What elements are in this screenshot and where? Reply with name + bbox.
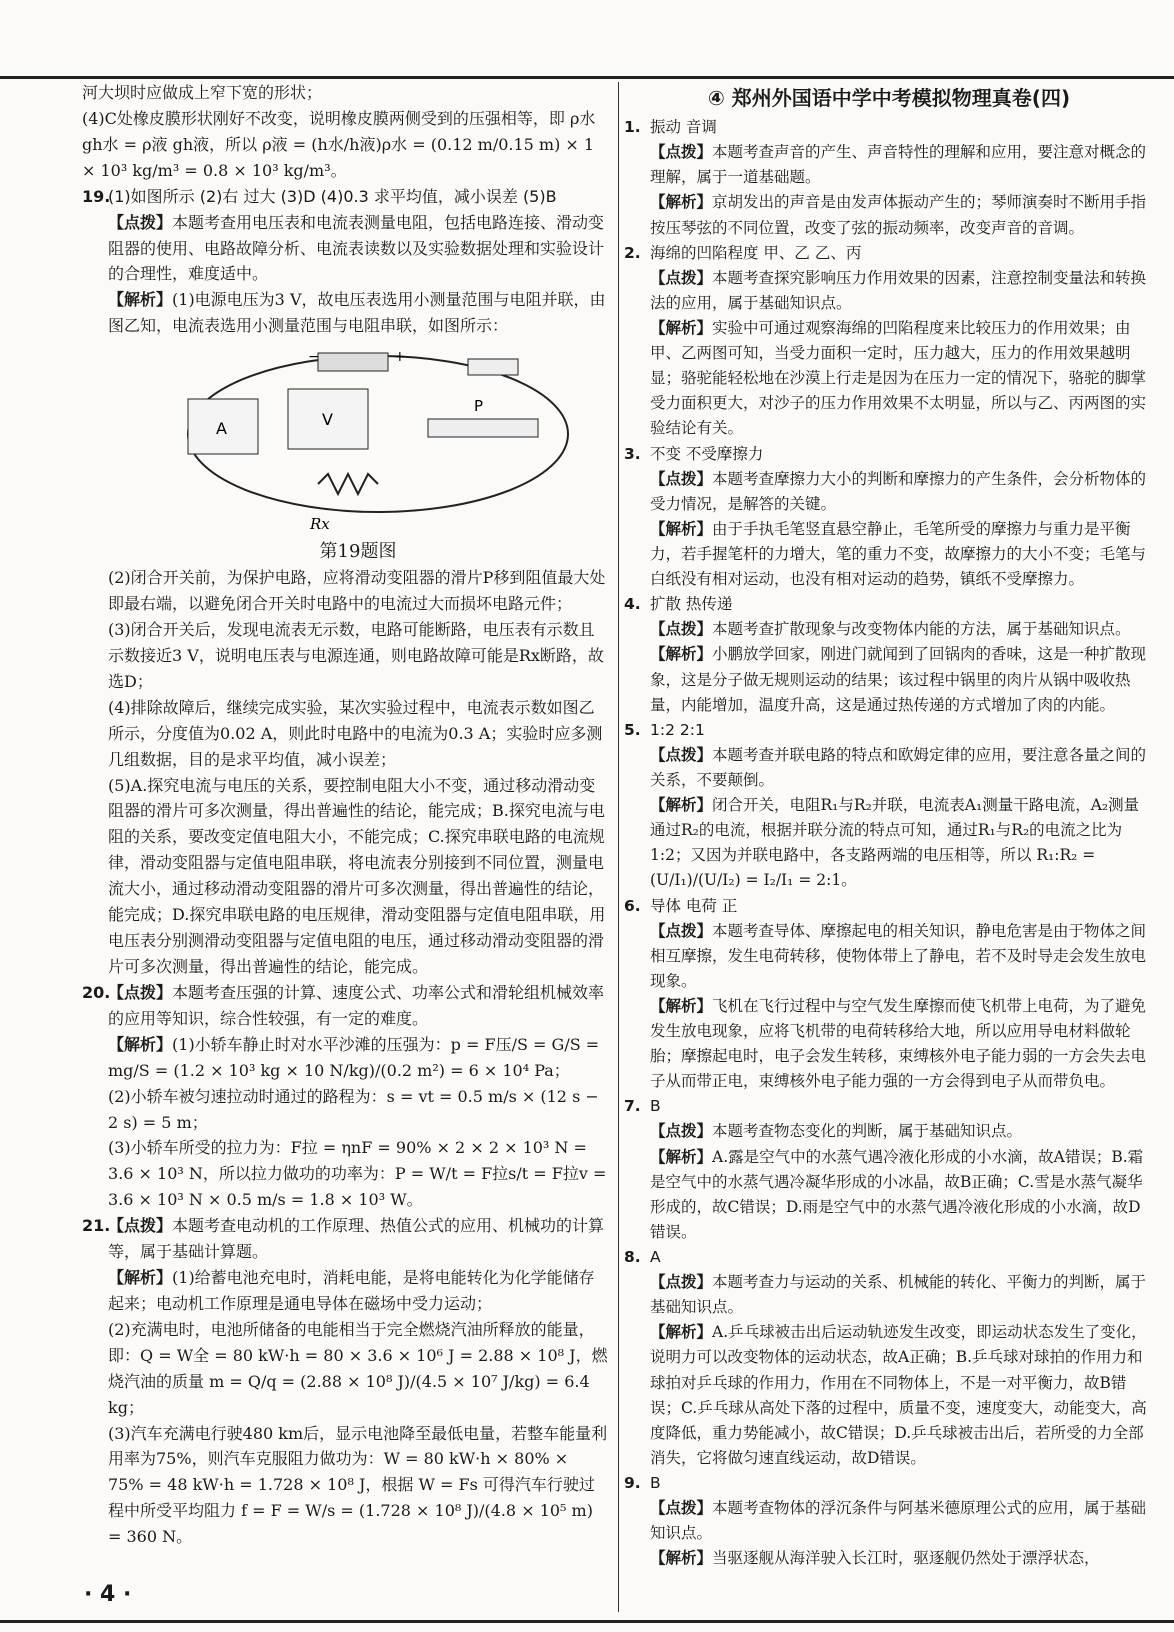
answer-text: 不变 不受摩擦力 [650,444,764,463]
tip-text: 本题考查探究影响压力作用效果的因素，注意控制变量法和转换法的应用，属于基础知识点。 [650,268,1147,312]
resistor-label: Rx [310,515,330,534]
answer-text: 振动 音调 [650,118,717,137]
continued-text-2: (4)C处橡皮膜形状刚好不改变，说明橡皮膜两侧受到的压强相等，即 ρ水 gh水 = ρ液 gh液，所以 ρ液 = (h水/h液)ρ水 = (0.12 m/0.15 m) × 1 × 10³ kg/m³ = 0.8 × 10³ kg/m³。 [82,108,596,180]
answer-item [624,592,1154,718]
tip-label: 【点拨】 [650,469,713,488]
tip-label: 【点拨】 [108,982,173,1002]
tip-label: 【点拨】 [650,1499,713,1518]
tip-text: 本题考查声音的产生、声音特性的理解和应用，要注意对概念的理解，属于一道基础题。 [650,143,1147,187]
voltmeter-label: V [322,410,333,430]
analysis-part-5: (5)A.探究电流与电压的关系，要控制电阻大小不变，通过移动滑动变阻器的滑片可多次测量，得出普遍性的结论，能完成；B.探究电流与电阻的关系，要改变定值电阻大小，不能完成；C.探究串联电路的电流规律，滑动变阻器与定值电阻串联，将电流表分别接到不同位置，测量电流大小，通过移动滑动变阻器的滑片可多次测量，得出普遍性的结论，能完成；D.探究串联电路的电压规律，滑动变阻器与定值电阻串联，用电压表分别测滑动变阻器与定值电阻的电压，通过移动滑动变阻器的滑片可多次测量，得出普遍性的结论，能完成。 [108,775,606,976]
question-number: 21. [82,1216,111,1236]
tip-label: 【点拨】 [650,1122,713,1141]
analysis-text: A.露是空气中的水蒸气遇冷液化形成的小水滴，故A错误；B.霜是空气中的水蒸气遇冷凝华形成的小冰晶，故B正确；C.雪是水蒸气凝华形成的，故C错误；D.雨是空气中的水蒸气遇冷液化形成的小水滴，故D错误。 [650,1147,1144,1241]
tip-label: 【点拨】 [650,620,713,639]
analysis-label: 【解析】 [108,290,173,310]
tip-label: 【点拨】 [650,745,713,764]
tip-text: 本题考查物体的浮沉条件与阿基米德原理公式的应用，属于基础知识点。 [650,1499,1147,1543]
analysis-label: 【解析】 [650,996,713,1015]
analysis-part-2: (2)充满电时，电池所储备的电能相当于完全燃烧汽油所释放的能量，即：Q = W全 = 80 kW·h = 80 × 3.6 × 10⁶ J = 2.88 × 10⁸ J，燃烧汽油的质量 m = Q/q = (2.88 × 10⁸ J)/(4.5 × 10⁷ J/kg) = 6.4 kg； [108,1319,608,1417]
top-rule [0,76,1174,79]
question-number: 8. [624,1248,641,1267]
question-number: 6. [624,896,641,915]
analysis-text: 京胡发出的声音是由发声体振动产生的；琴师演奏时不断用手指按压琴弦的不同位置，改变了弦的振动频率，改变声音的音调。 [650,193,1147,237]
answer-text: (1)如图所示 (2)右 过大 (3)D (4)0.3 求平均值，减小误差 (5)B [108,186,557,206]
tip-text: 本题考查物态变化的判断，属于基础知识点。 [712,1122,1023,1141]
answer-list [624,115,1154,1571]
analysis-part-2: (2)闭合开关前，为保护电路，应将滑动变阻器的滑片P移到阻值最大处即最右端，以避免闭合开关时电路中的电流过大而损坏电路元件； [108,568,606,614]
tip-label: 【点拨】 [650,268,713,287]
tip-text: 本题考查压强的计算、速度公式、功率公式和滑轮组机械效率的应用等知识，综合性较强，有一定的难度。 [108,982,605,1028]
analysis-text: (1)电源电压为3 V，故电压表选用小测量范围与电阻并联，由图乙知，电流表选用小测量范围与电阻串联，如图所示： [108,290,606,336]
analysis-label: 【解析】 [650,1323,713,1342]
bottom-rule [0,1620,1174,1623]
analysis-label: 【解析】 [108,1034,173,1054]
exam-title: ④ 郑州外国语中学中考模拟物理真卷(四) [707,86,1071,110]
answer-item [624,1245,1154,1471]
tip-text: 本题考查并联电路的特点和欧姆定律的应用，要注意各量之间的关系，不要颠倒。 [650,745,1147,789]
answer-item [624,115,1154,241]
analysis-label: 【解析】 [650,796,713,815]
tip-label: 【点拨】 [108,212,173,232]
analysis-text: (1)给蓄电池充电时，消耗电能，是将电能转化为化学能储存起来；电动机工作原理是通电导体在磁场中受力运动； [108,1268,595,1313]
analysis-text: 小鹏放学回家，刚进门就闻到了回锅肉的香味，这是一种扩散现象，这是分子做无规则运动的结果；该过程中锅里的肉片从锅中吸收热量，内能增加，温度升高，这是通过热传递的方式增加了肉的内能。 [650,645,1147,714]
analysis-text: (1)小轿车静止时对水平沙滩的压强为：p = F压/S = G/S = mg/S = (1.2 × 10³ kg × 10 N/kg)/(0.2 m²) = 6 × 10⁴ Pa； [108,1034,600,1080]
minus-sign: − [308,349,320,366]
analysis-part-2: (2)小轿车被匀速拉动时通过的路程为：s = vt = 0.5 m/s × (12 s − 2 s) = 5 m； [108,1086,599,1132]
question-number: 3. [624,444,641,463]
answer-text: B [650,1474,661,1493]
tip-label: 【点拨】 [650,1273,713,1292]
tip-label: 【点拨】 [650,921,713,940]
rheostat-icon [428,419,538,437]
analysis-text: 飞机在飞行过程中与空气发生摩擦而使飞机带上电荷，为了避免发生放电现象，应将飞机带的电荷转移给大地，所以应用导电材料做轮胎；摩擦起电时，电子会发生转移，束缚核外电子能力弱的一方会失去电子从而带正电，束缚核外电子能力强的一方会得到电子从而带负电。 [650,996,1147,1091]
tip-text: 本题考查导体、摩擦起电的相关知识，静电危害是由于物体之间相互摩擦，发生电荷转移，使物体带上了静电，若不及时导走会发生放电现象。 [650,921,1147,990]
answer-item [624,718,1154,894]
answer-text: 扩散 热传递 [650,595,733,614]
figure-caption: 第19题图 [319,541,397,563]
question-number: 2. [624,243,641,262]
question-number: 1. [624,118,641,137]
switch-icon [468,359,518,375]
answer-text: B [650,1097,661,1116]
question-number: 7. [624,1097,641,1116]
analysis-part-4: (4)排除故障后，继续完成实验，某次实验过程中，电流表示数如图乙所示，分度值为0.02 A，则此时电路中的电流为0.3 A；实验时应多测几组数据，目的是求平均值，减小误差； [108,697,603,769]
question-number: 19. [82,186,111,206]
circuit-figure [108,339,608,539]
analysis-part-3: (3)小轿车所受的拉力为：F拉 = ηnF = 90% × 2 × 2 × 10³ N = 3.6 × 10³ N，所以拉力做功的功率为：P = W/t = F拉s/t = F拉v = 3.6 × 10³ N × 0.5 m/s = 1.8 × 10³ W。 [108,1138,607,1210]
question-21 [82,1213,608,1550]
answer-item [624,442,1154,593]
analysis-label: 【解析】 [650,193,713,212]
answer-item [624,1094,1154,1245]
slider-label: P [474,397,484,416]
page-number: · 4 · [84,1582,132,1607]
analysis-label: 【解析】 [650,645,713,664]
answer-item [624,241,1154,442]
question-20 [82,980,608,1213]
analysis-part-3: (3)汽车充满电行驶480 km后，显示电池降至最低电量，若整车能量利用率为75%，则汽车克服阻力做功为：W = 80 kW·h × 80% × 75% = 48 kW·h = 1.728 × 10⁸ J，根据 W = Fs 可得汽车行驶过程中所受平均阻力 f = F = W/s = (1.728 × 10⁸ J)/(4.8 × 10⁵ m) = 360 N。 [108,1423,608,1547]
tip-text: 本题考查摩擦力大小的判断和摩擦力的产生条件，会分析物体的受力情况，是解答的关键。 [650,469,1147,513]
analysis-text: 闭合开关，电阻R₁与R₂并联，电流表A₁测量干路电流，A₂测量通过R₂的电流，根据并联分流的特点可知，通过R₁与R₂的电流之比为1:2；又因为并联电路中，各支路两端的电压相等，所以 R₁:R₂ = (U/I₁)/(U/I₂) = I₂/I₁ = 2:1。 [650,796,1140,890]
analysis-label: 【解析】 [650,1549,713,1568]
analysis-text: 当驱逐舰从海洋驶入长江时，驱逐舰仍然处于漂浮状态， [712,1549,1100,1568]
column-divider [618,82,619,1612]
question-number: 4. [624,595,641,614]
answer-text: 海绵的凹陷程度 甲、乙 乙、丙 [650,243,862,262]
answer-text: 1:2 2:1 [650,720,705,739]
plus-sign: + [394,349,406,366]
analysis-text: 由于手执毛笔竖直悬空静止，毛笔所受的摩擦力与重力是平衡力，若手握笔杆的力增大，笔的重力不变，故摩擦力的大小不变；毛笔与白纸没有相对运动，也没有相对运动的趋势，镇纸不受摩擦力。 [650,519,1147,589]
battery-icon [318,353,388,371]
tip-text: 本题考查用电压表和电流表测量电阻，包括电路连接、滑动变阻器的使用、电路故障分析、电流表读数以及实验数据处理和实验设计的合理性，难度适中。 [108,212,605,284]
tip-text: 本题考查电动机的工作原理、热值公式的应用、机械功的计算等，属于基础计算题。 [108,1216,605,1262]
right-column [624,80,1154,1571]
ammeter-label: A [216,419,227,439]
answer-item [624,894,1154,1095]
analysis-label: 【解析】 [650,318,713,337]
question-number: 5. [624,720,641,739]
tip-label: 【点拨】 [108,1216,173,1236]
tip-text: 本题考查力与运动的关系、机械能的转化、平衡力的判断，属于基础知识点。 [650,1273,1147,1317]
question-number: 20. [82,982,111,1002]
answer-item [624,1471,1154,1571]
tip-label: 【点拨】 [650,143,713,162]
analysis-text: A.乒乓球被击出后运动轨迹发生改变，即运动状态发生了变化，说明力可以改变物体的运动状态，故A正确；B.乒乓球对球拍的作用力和球拍对乒乓球的作用力，作用在不同物体上，不是一对平衡力，故B错误；C.乒乓球从高处下落的过程中，质量不变，速度变大，动能变大，高度降低，重力势能减小，故C错误；D.乒乓球被击出后，若所受的力全部消失，它将做匀速直线运动，故D错误。 [650,1323,1147,1467]
analysis-part-3: (3)闭合开关后，发现电流表无示数，电路可能断路，电压表有示数且示数接近3 V，说明电压表与电源连通，则电路故障可能是Rx断路，故选D； [108,619,604,691]
question-number: 9. [624,1474,641,1493]
analysis-label: 【解析】 [650,1147,713,1166]
circuit-diagram [168,339,588,539]
question-19 [82,184,608,980]
tip-text: 本题考查扩散现象与改变物体内能的方法，属于基础知识点。 [712,620,1131,639]
answer-text: 导体 电荷 正 [650,896,738,915]
analysis-text: 实验中可通过观察海绵的凹陷程度来比较压力的作用效果；由甲、乙两图可知，当受力面积一定时，压力越大，压力的作用效果越明显；骆驼能轻松地在沙漠上行走是因为在压力一定的情况下，骆驼的脚掌受力面积更大，对沙子的压力作用效果不太明显，所以与乙、丙两图的实验结论有关。 [650,318,1147,438]
left-column [82,80,608,1550]
resistor-icon [318,474,378,494]
answer-text: A [650,1248,661,1267]
continued-text-1: 河大坝时应做成上窄下宽的形状； [82,83,323,102]
analysis-label: 【解析】 [650,519,713,538]
analysis-label: 【解析】 [108,1268,173,1288]
